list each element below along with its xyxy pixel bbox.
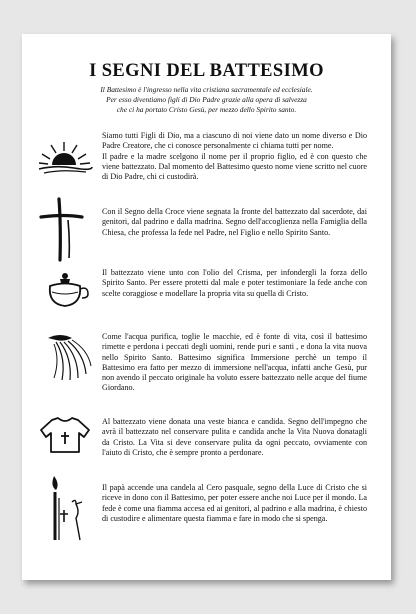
section-paragraph: Come l'acqua purifica, toglie le macchie, ed è fonte di vita, così il battesimo rimette e perdona i peccati degli uomini, rende puri e santi , e dona la vita nuova nello Spirito Santo. Battesimo significa Immersione perchè un tempo il Battesimo era fatto per mezzo di immersione nell'acqua, infatti anche Gesù, pur non avendo il peccato originale ha voluto essere battezzato nelle acque del fiume Giordano. [102, 332, 367, 393]
section-paragraph: Il papà accende una candela al Cero pasquale, segno della Luce di Cristo che si riceve in dono con il Battesimo, per poter essere anche noi Luce per il mondo. La fede è come una fiamma accesa ed ai genitori, al padrino e alla madrina, è chiesto di custodire e alimentare questa fiamma e fare in modo che si spenga. [102, 483, 367, 523]
section-candle [102, 483, 367, 524]
section-garment [102, 417, 367, 458]
section-oil [102, 268, 367, 299]
section-paragraph: Al battezzato viene donata una veste bianca e candida. Segno dell'impegno che avrà il battezzato nel conservare pulita e candida anche la Vita Nuova donatagli da Cristo. La Vita si deve conservare pulita da ogni peccato, ovviamente con l'aiuto di Cristo, che è sempre pronto a perdonare. [102, 417, 367, 457]
section-paragraph: Il battezzato viene unto con l'olio del Crisma, per infondergli la forza dello Spirito Santo. Per essere protetti dal male e poter testimoniare la fede anche con scelte coraggiose e modellare la propria vita su quella di Cristo. [102, 268, 367, 298]
section-paragraph: Con il Segno della Croce viene segnata la fronte del battezzato dal sacerdote, dai genitori, dal padrino e dalla madrina. Segno dell'accoglienza nella Famiglia della Chiesa, che professa la fede nel Padre, nel Figlio e nello Spirito Santo. [102, 207, 367, 237]
intro-line: Il Battesimo è l'ingresso nella vita cristiana sacramentale ed ecclesiale. [100, 85, 313, 94]
water-icon [36, 330, 94, 384]
sun-icon [36, 138, 94, 178]
document-page [22, 34, 391, 580]
candle-icon [36, 474, 94, 544]
section-cross [102, 207, 367, 238]
intro-line: Per esso diventiamo figli di Dio Padre grazie alla opera di salvezza [106, 95, 307, 105]
section-water [102, 332, 367, 394]
section-paragraph: Siamo tutti Figli di Dio, ma a ciascuno di noi viene dato un nome diverso e Dio Padre Creatore, che ci conosce personalmente ci chiama tutti per nome. [102, 131, 367, 151]
oil-jar-icon [36, 270, 94, 310]
intro-line: che ci ha portato Cristo Gesù, per mezzo dello Spirito santo. [116, 105, 297, 115]
white-garment-icon [36, 414, 94, 456]
intro-text [52, 85, 361, 115]
page-title: I SEGNI DEL BATTESIMO [89, 61, 324, 81]
cross-icon [36, 196, 94, 262]
section-name [102, 131, 367, 182]
section-paragraph: Il padre e la madre scelgono il nome per il proprio figlio, ed è con questo che viene battezzato. Dal momento del Battesimo questo nome viene scritto nel cuore di Dio Padre, chi ci custodirà. [102, 151, 367, 182]
